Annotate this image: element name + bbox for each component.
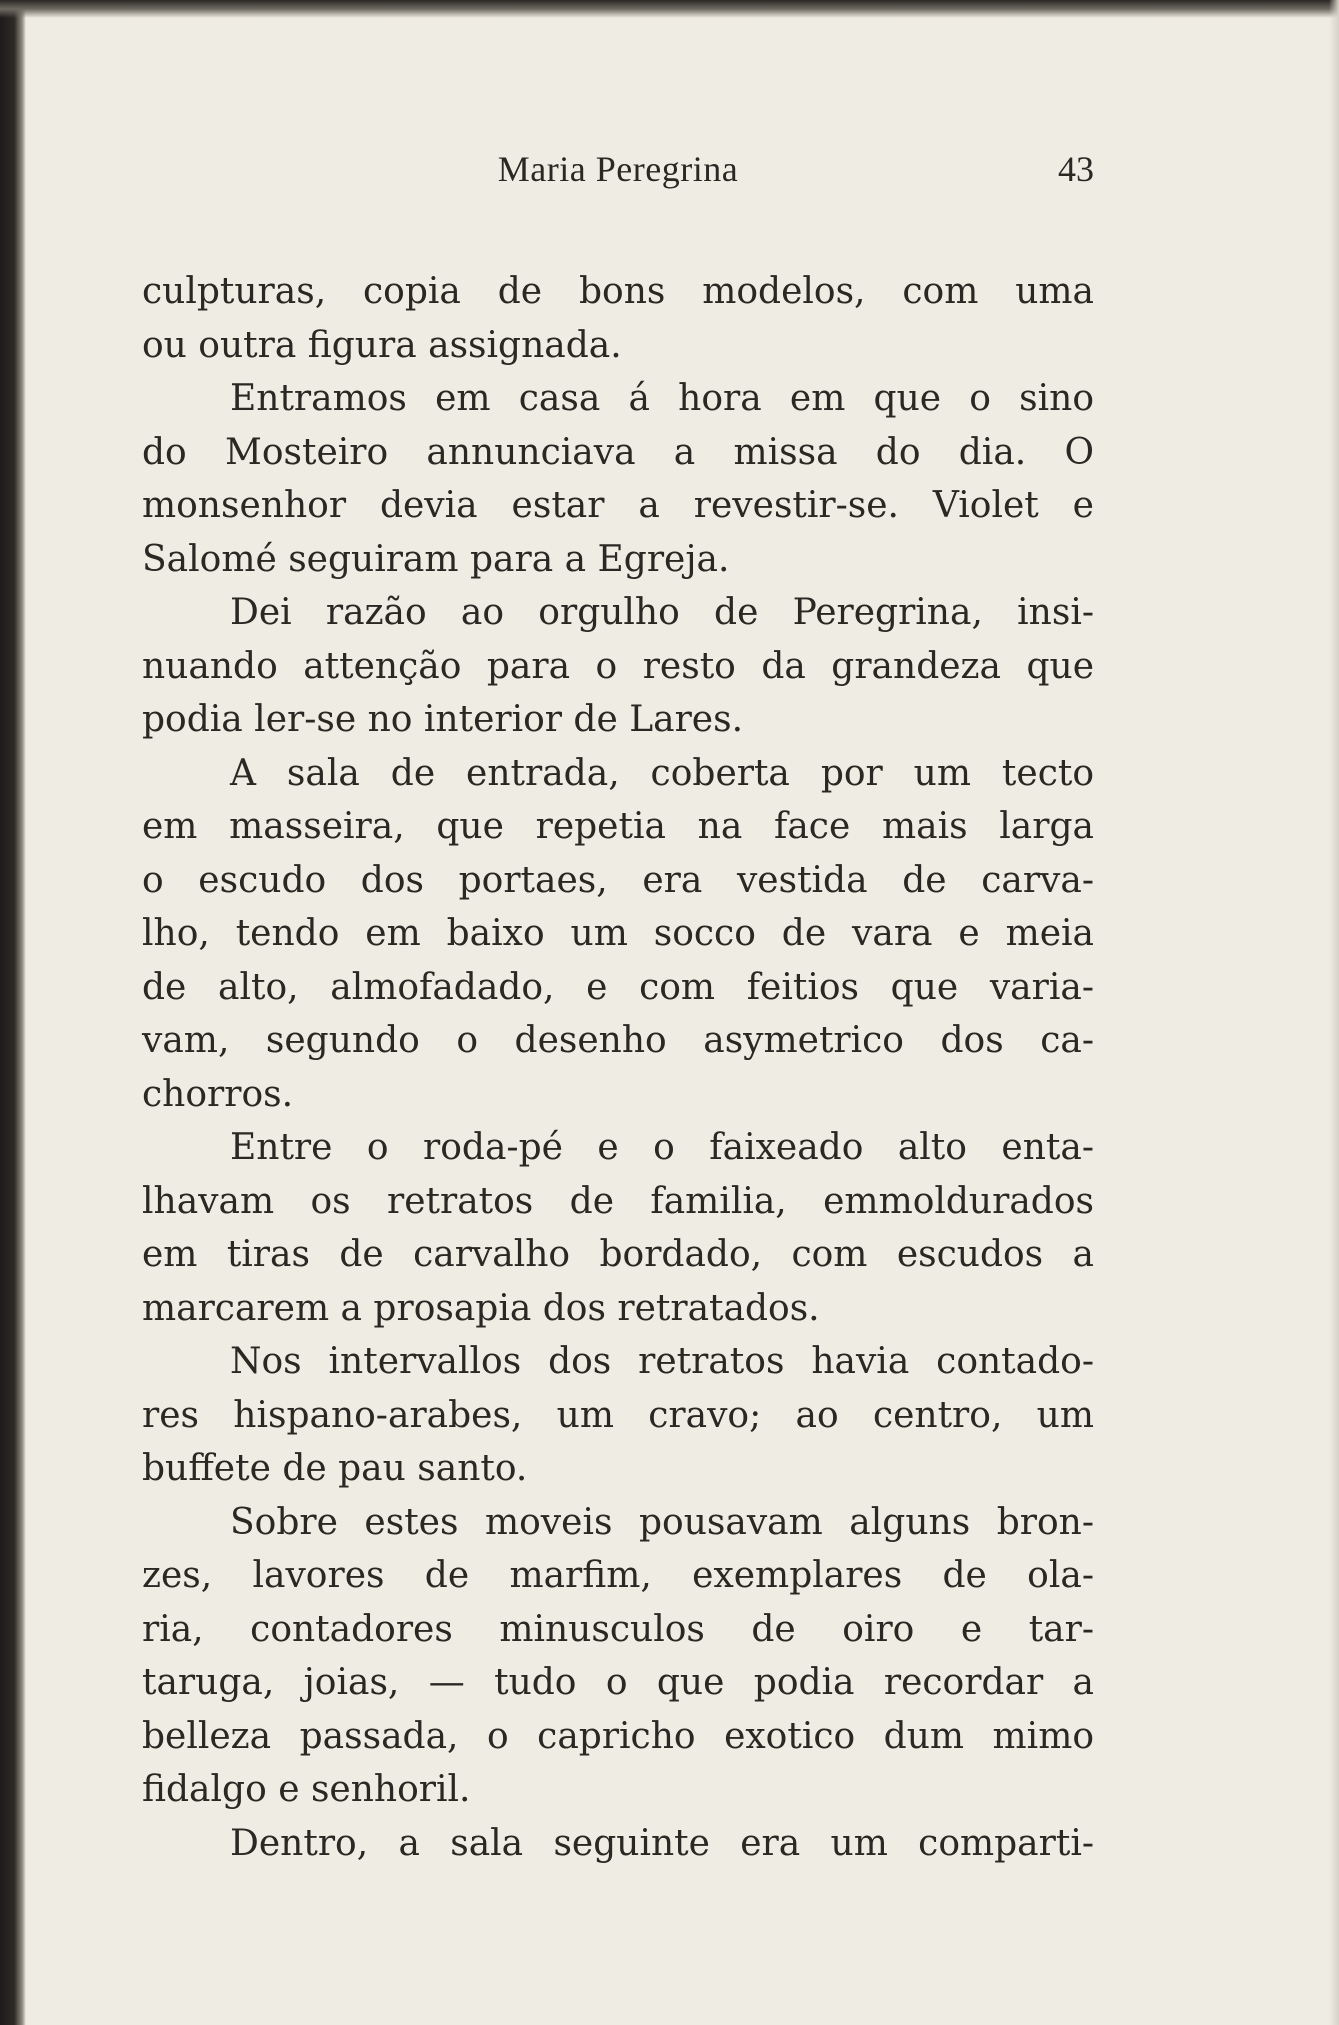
text-line: chorros. <box>142 1073 294 1115</box>
scan-shadow-top <box>0 0 1339 18</box>
text-line: Entre o roda-pé e o faixeado alto enta- <box>230 1127 1094 1168</box>
text-line: de alto, almofadado, e com feitios que varia- <box>142 966 1094 1008</box>
text-line: nuando attenção para o resto da grandeza que <box>142 645 1094 687</box>
text-line: lhavam os retratos de familia, emmoldurados <box>142 1180 1094 1222</box>
text-line: Dei razão ao orgulho de Peregrina, insi- <box>230 592 1094 633</box>
scan-shadow-left <box>0 0 26 2025</box>
text-line: lho, tendo em baixo um socco de vara e meia <box>142 913 1094 954</box>
page-header <box>142 148 1094 198</box>
text-line: fidalgo e senhoril. <box>142 1769 471 1810</box>
text-line: buffete de pau santo. <box>142 1448 528 1489</box>
text-line: marcarem a prosapia dos retratados. <box>142 1287 820 1329</box>
text-line: monsenhor devia estar a revestir-se. Violet e <box>142 485 1094 526</box>
text-line: zes, lavores de marfim, exemplares de ola- <box>142 1555 1094 1596</box>
text-line: em masseira, que repetia na face mais larga <box>142 806 1094 847</box>
text-line: Salomé seguiram para a Egreja. <box>142 538 730 580</box>
body-text <box>142 265 1094 1870</box>
scan-shadow-right <box>1329 0 1339 2025</box>
text-line: belleza passada, o capricho exotico dum mimo <box>142 1715 1094 1757</box>
text-line: culpturas, copia de bons modelos, com uma <box>142 271 1094 312</box>
text-line: res hispano-arabes, um cravo; ao centro, um <box>142 1394 1094 1436</box>
text-line: do Mosteiro annunciava a missa do dia. O <box>142 431 1094 473</box>
text-line: podia ler-se no interior de Lares. <box>142 699 744 740</box>
page-number: 43 <box>1058 149 1094 189</box>
text-line: o escudo dos portaes, era vestida de carva- <box>142 859 1094 901</box>
text-line: Sobre estes moveis pousavam alguns bron- <box>230 1501 1094 1543</box>
text-line: A sala de entrada, coberta por um tecto <box>230 752 1094 794</box>
text-line: Dentro, a sala seguinte era um comparti- <box>230 1822 1094 1864</box>
text-line: Entramos em casa á hora em que o sino <box>230 378 1094 419</box>
text-line: taruga, joias, — tudo o que podia recordar a <box>142 1662 1094 1703</box>
text-line: ria, contadores minusculos de oiro e tar- <box>142 1608 1094 1650</box>
text-line: ou outra figura assignada. <box>142 324 622 366</box>
text-line: Nos intervallos dos retratos havia contado- <box>230 1341 1094 1382</box>
running-title: Maria Peregrina <box>497 149 739 189</box>
text-line: em tiras de carvalho bordado, com escudos a <box>142 1234 1094 1275</box>
text-line: vam, segundo o desenho asymetrico dos ca- <box>142 1020 1094 1061</box>
